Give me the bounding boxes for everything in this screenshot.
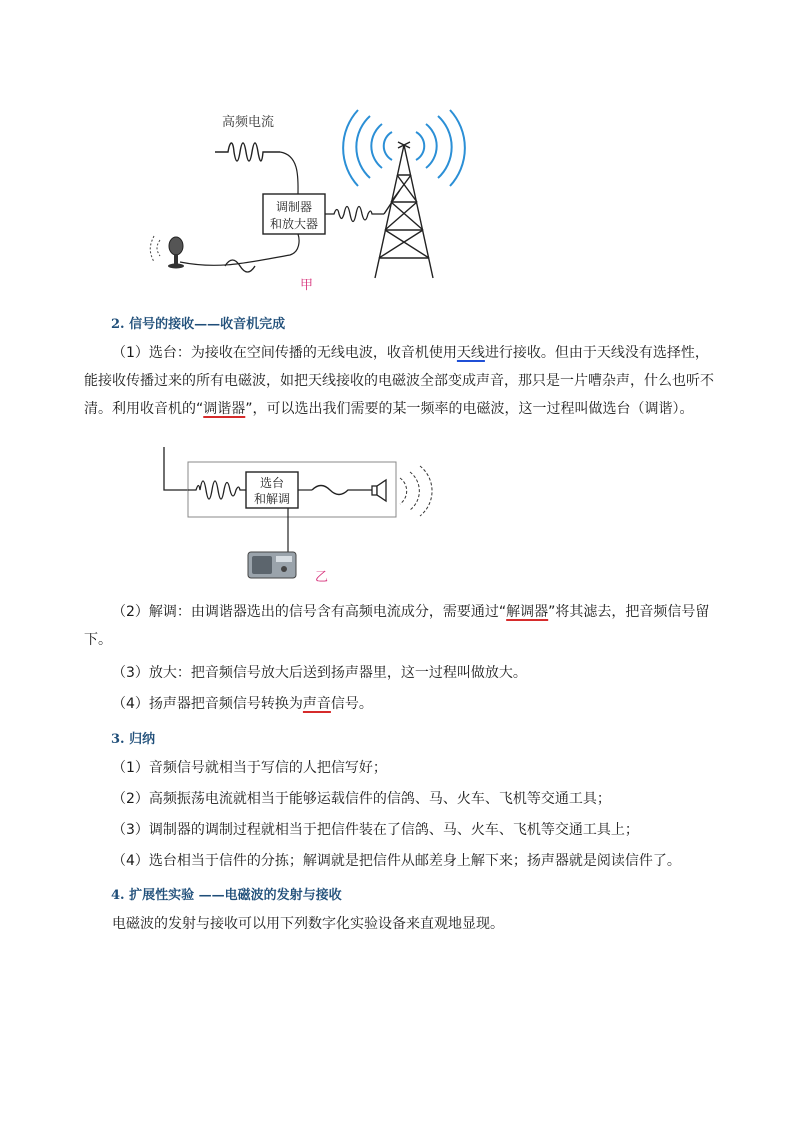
modulator-label-1: 调制器 (275, 200, 313, 214)
paragraph-demodulation-text-2: ”将其滤去，把音频信号留下。 (84, 604, 710, 648)
paragraph-speaker-text-1: （4）扬声器把音频信号转换为 (112, 696, 303, 712)
paragraph-demodulation-text-1: （2）解调：由调谐器选出的信号含有高频电流成分，需要通过“ (112, 604, 507, 620)
paragraph-demodulation (84, 598, 714, 654)
summary-item: （3）调制器的调制过程就相当于把信件装在了信鸽、马、火车、飞机等交通工具上； (112, 822, 639, 838)
antenna-icon (164, 447, 188, 490)
term-demodulator: 解调器 (506, 604, 549, 620)
paragraph-selection-text-1: （1）选台：为接收在空间传播的无线电波，收音机使用 (112, 345, 457, 361)
paragraph-selection (84, 339, 714, 423)
high-frequency-wave (215, 143, 280, 161)
speaker-icon (372, 480, 386, 501)
section-4-heading: 4. 扩展性实验 ——电磁波的发射与接收 (111, 888, 342, 903)
figure-transmitter (110, 105, 490, 300)
audio-output-wave (312, 486, 372, 495)
tower-icon (375, 142, 433, 278)
summary-item: （1）音频信号就相当于写信的人把信写好； (112, 760, 387, 776)
figure-a-caption: 甲 (300, 278, 314, 293)
modulator-label-2: 和放大器 (269, 217, 319, 231)
tuner-label-2: 和解调 (253, 492, 291, 506)
received-wave (188, 481, 246, 499)
paragraph-selection-text-2: 进行接收。但由于天线没有选择性，能接收传播过来的所有电磁波，如把天线接收的电磁波全部变成声音，那只是一片嘈杂声，什么也听不清。利用收音机的“ (84, 345, 714, 417)
summary-item: （2）高频振荡电流就相当于能够运载信件的信鸽、马、火车、飞机等交通工具； (112, 791, 611, 807)
term-antenna: 天线 (456, 345, 485, 361)
term-tuner: 调谐器 (203, 401, 246, 417)
figure-receiver (150, 445, 450, 585)
term-sound: 声音 (302, 696, 331, 712)
tuner-label-1: 选台 (259, 476, 285, 490)
paragraph-amplification: （3）放大：把音频信号放大后送到扬声器里，这一过程叫做放大。 (112, 665, 527, 681)
sound-waves (400, 466, 432, 516)
section-3-heading: 3. 归纳 (111, 732, 156, 747)
section-2-heading: 2. 信号的接收——收音机完成 (111, 317, 286, 332)
modulated-wave (325, 207, 384, 222)
summary-item: （4）选台相当于信件的分拣；解调就是把信件从邮差身上解下来；扬声器就是阅读信件了。 (112, 853, 681, 869)
paragraph-experiment: 电磁波的发射与接收可以用下列数字化实验设备来直观地显现。 (112, 916, 504, 932)
paragraph-speaker-text-2: 信号。 (330, 696, 373, 712)
paragraph-selection-text-3: ”，可以选出我们需要的某一频率的电磁波，这一过程叫做选台（调谐）。 (245, 401, 694, 417)
figure-a-label-top: 高频电流 (222, 115, 275, 130)
paragraph-speaker (84, 690, 714, 718)
radio-icon (248, 540, 296, 578)
figure-b-caption: 乙 (315, 570, 329, 585)
microphone-icon (150, 236, 184, 269)
